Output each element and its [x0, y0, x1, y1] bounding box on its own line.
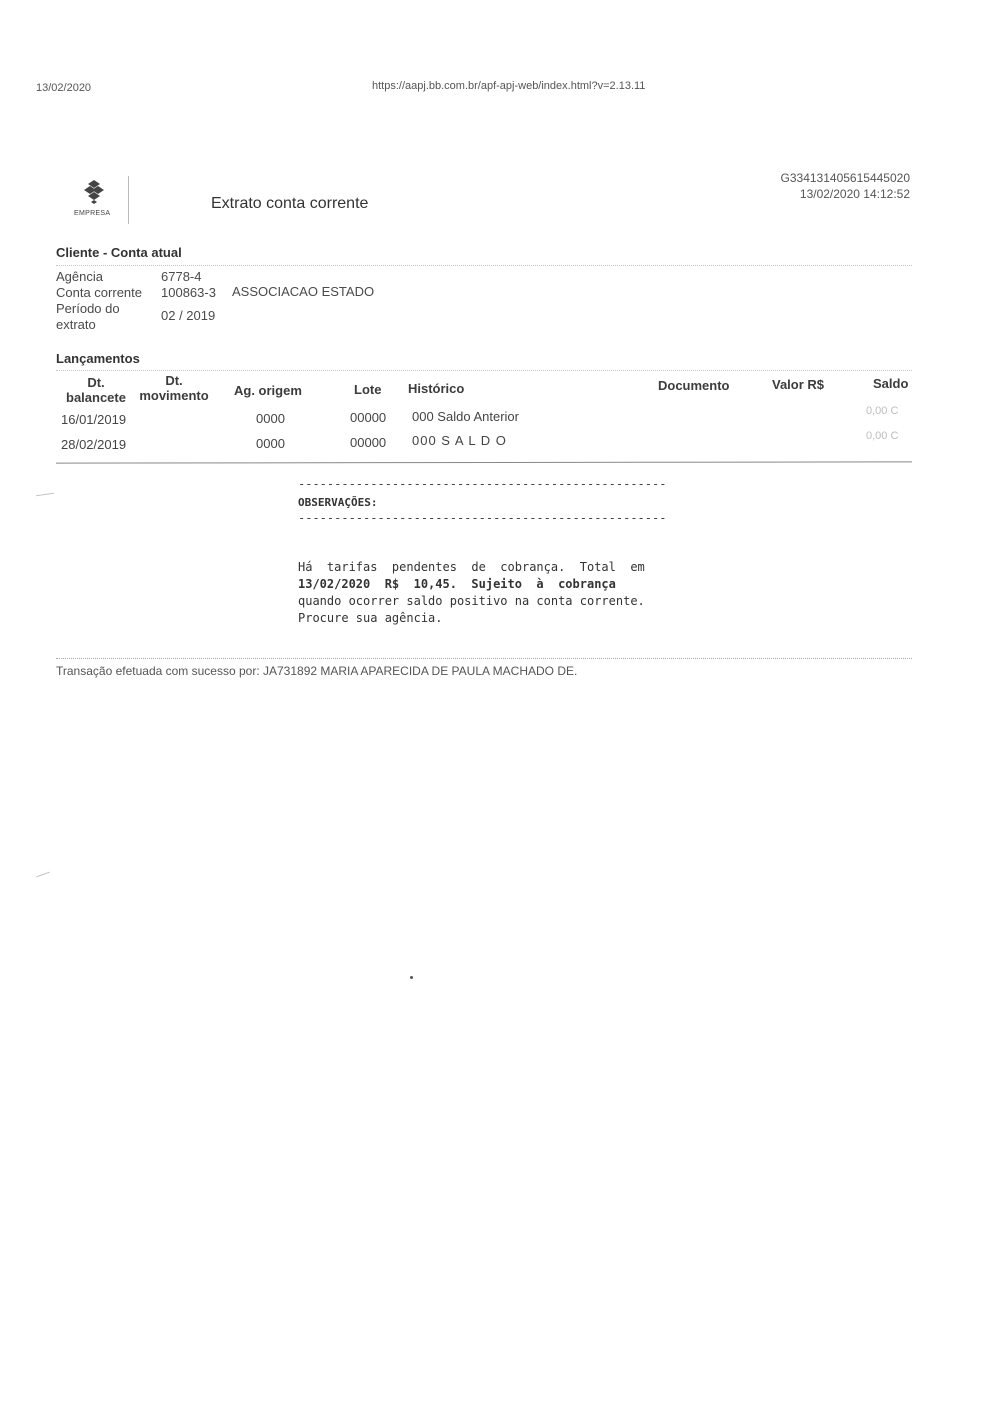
table-bottom-rule — [56, 461, 912, 463]
header-dt-balancete — [62, 375, 130, 405]
observacoes-label: OBSERVAÇÕES: — [298, 496, 378, 509]
print-url: https://aapj.bb.com.br/apf-apj-web/index.html?v=2.13.11 — [372, 80, 646, 92]
agencia-label: Agência — [56, 269, 103, 284]
periodo-value: 02 / 2019 — [161, 308, 216, 323]
header-dt-movimento-line2: movimento — [139, 388, 209, 403]
row1-historico: 000 Saldo Anterior — [412, 409, 519, 424]
conta-label: Conta corrente — [56, 285, 142, 300]
observacoes-line-2: 13/02/2020 R$ 10,45. Sujeito à cobrança — [298, 577, 616, 591]
header-historico: Histórico — [408, 381, 465, 396]
periodo-label-line1: Período do — [56, 301, 120, 316]
header-saldo: Saldo — [873, 376, 909, 391]
conta-value: 100863-3 — [161, 285, 216, 300]
bb-empresa-logo-icon — [80, 178, 108, 206]
lancamentos-title: Lançamentos — [56, 351, 140, 366]
header-documento: Documento — [658, 378, 730, 393]
row1-saldo: 0,00 C — [866, 405, 899, 417]
document-timestamp: 13/02/2020 14:12:52 — [799, 187, 910, 201]
conta-name: ASSOCIACAO ESTADO — [232, 284, 375, 299]
agencia-value: 6778-4 — [161, 269, 202, 284]
observacoes-line-1: Há tarifas pendentes de cobrança. Total em — [298, 560, 645, 574]
row2-dt-balancete: 28/02/2019 — [61, 437, 127, 452]
header-dt-balancete-line1: Dt. — [87, 375, 105, 390]
row2-historico: 000 S A L D O — [412, 433, 507, 448]
client-divider — [56, 265, 912, 266]
scan-artifact — [36, 493, 54, 496]
header-dt-balancete-line2: balancete — [66, 390, 126, 405]
observacoes-line-4: Procure sua agência. — [298, 611, 443, 625]
header-ag-origem: Ag. origem — [234, 383, 302, 398]
header-valor: Valor R$ — [772, 377, 825, 392]
observacoes-bottom-dashes: --------------------------------------------------- — [298, 511, 667, 525]
footer-divider — [56, 658, 912, 659]
row2-ag-origem: 0000 — [256, 436, 285, 451]
header-lote: Lote — [354, 382, 382, 397]
footer-transaction-text: Transação efetuada com sucesso por: JA731892 MARIA APARECIDA DE PAULA MACHADO DE. — [56, 664, 578, 678]
row1-ag-origem: 0000 — [256, 411, 285, 426]
header-dt-movimento — [135, 373, 213, 403]
print-date: 13/02/2020 — [36, 82, 92, 94]
periodo-label-line2: extrato — [56, 317, 96, 332]
bb-empresa-logo — [66, 176, 129, 224]
logo-text: EMPRESA — [74, 210, 111, 217]
row1-dt-balancete: 16/01/2019 — [61, 412, 127, 427]
row1-lote: 00000 — [350, 410, 387, 425]
row2-lote: 00000 — [350, 435, 387, 450]
scan-artifact — [36, 872, 49, 878]
lancamentos-divider — [56, 370, 912, 371]
observacoes-line-3: quando ocorrer saldo positivo na conta corrente. — [298, 594, 645, 608]
observacoes-top-dashes: --------------------------------------------------- — [298, 477, 667, 491]
client-section-title: Cliente - Conta atual — [56, 245, 182, 260]
scan-artifact-dot — [410, 976, 413, 979]
row2-saldo: 0,00 C — [866, 430, 899, 442]
document-code: G334131405615445020 — [780, 171, 910, 185]
page-title: Extrato conta corrente — [211, 195, 369, 212]
header-dt-movimento-line1: Dt. — [165, 373, 183, 388]
